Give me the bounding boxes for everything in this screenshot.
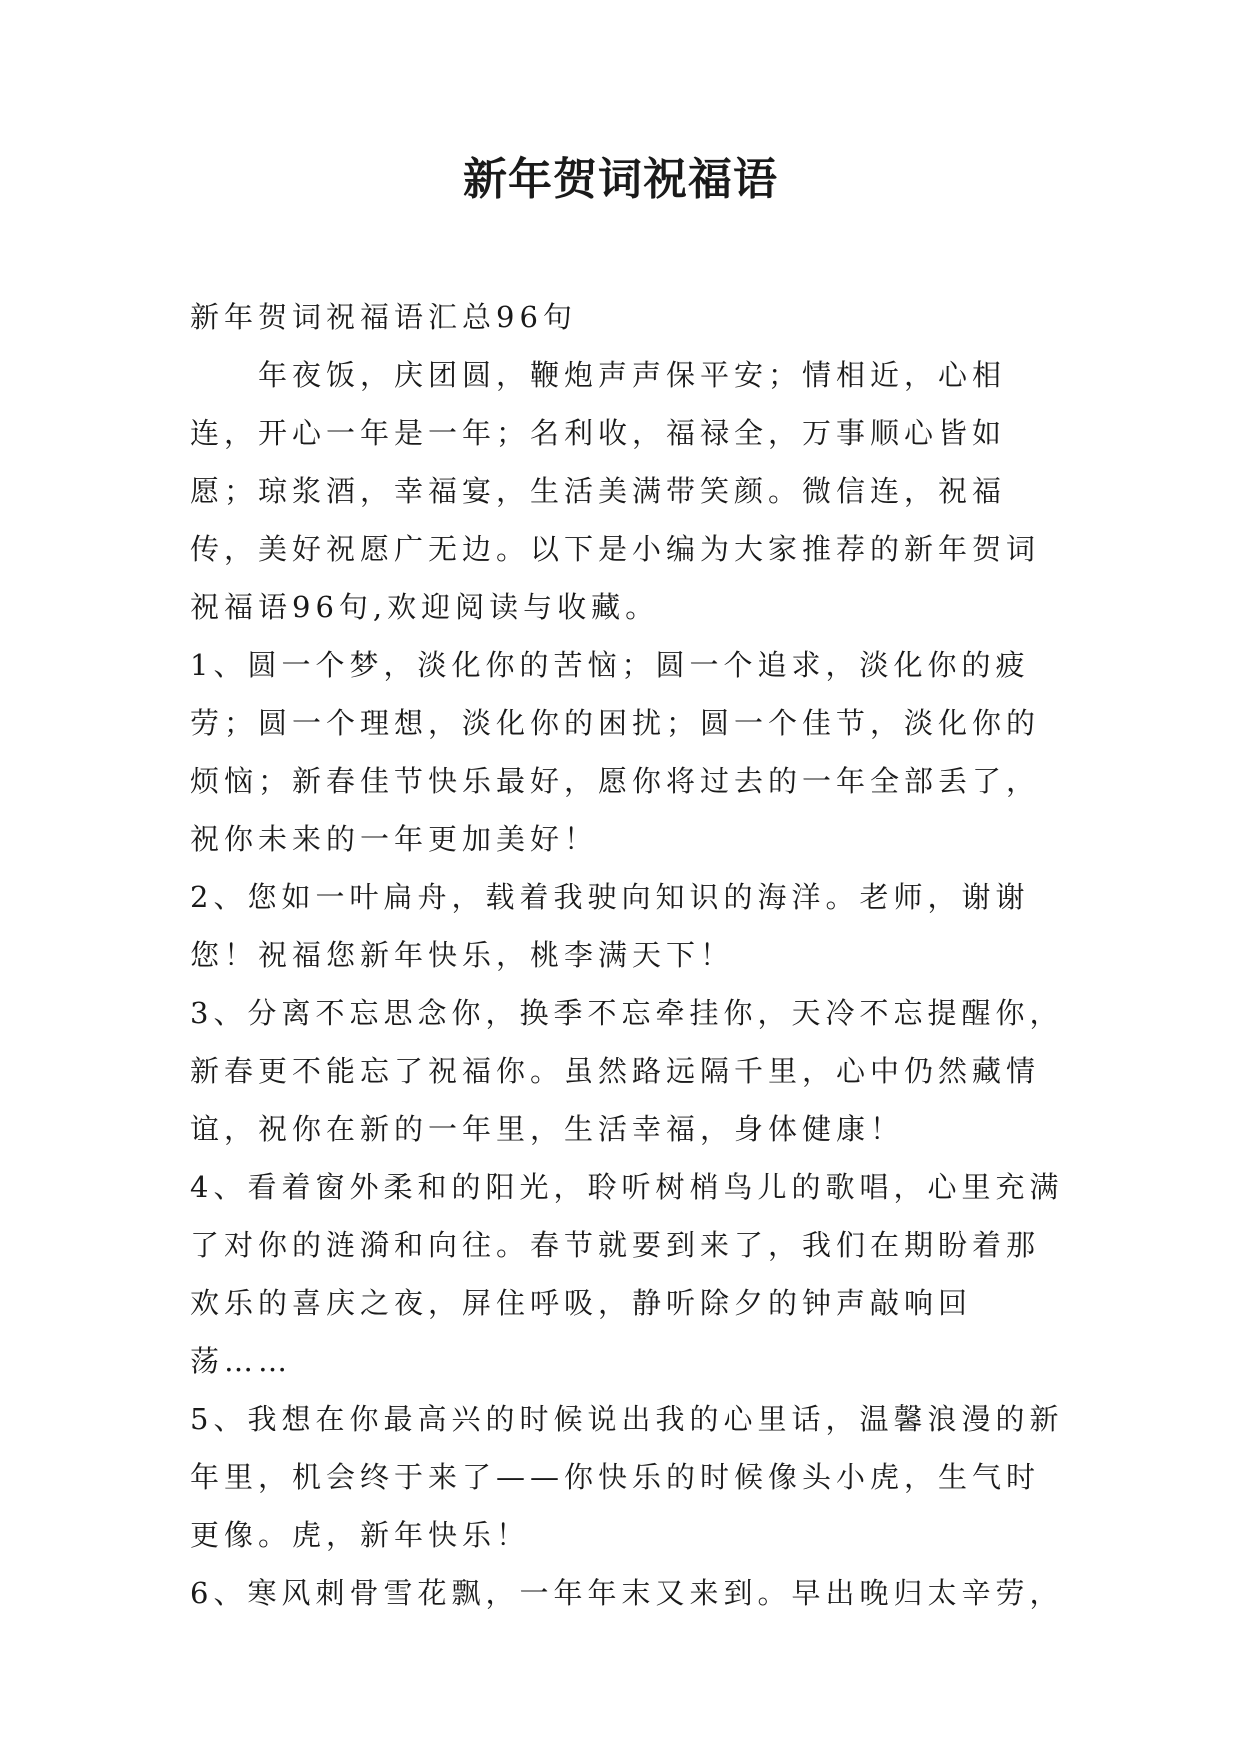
document-title: 新年贺词祝福语	[463, 154, 778, 205]
list-item: 1、圆一个梦，淡化你的苦恼；圆一个追求，淡化你的疲劳；圆一个理想，淡化你的困扰；圆一个佳节，淡化你的烦恼；新春佳节快乐最好，愿你将过去的一年全部丢了，祝你未来的一年更加美好！	[190, 648, 1041, 856]
list-item: 6、寒风刺骨雪花飘，一年年末又来到。早出晚归太辛劳，	[190, 1576, 1064, 1610]
list-item: 3、分离不忘思念你，换季不忘牵挂你，天冷不忘提醒你，新春更不能忘了祝福你。虽然路远隔千里，心中仍然藏情谊，祝你在新的一年里，生活幸福，身体健康！	[190, 996, 1064, 1146]
list-item: 2、您如一叶扁舟，载着我驶向知识的海洋。老师，谢谢您！祝福您新年快乐，桃李满天下！	[190, 880, 1030, 972]
document-body	[190, 288, 1070, 1622]
document-subtitle: 新年贺词祝福语汇总96句	[190, 300, 577, 334]
list-item: 4、看着窗外柔和的阳光，聆听树梢鸟儿的歌唱，心里充满了对你的涟漪和向往。春节就要到来了，我们在期盼着那欢乐的喜庆之夜，屏住呼吸，静听除夕的钟声敲响回荡……	[190, 1170, 1064, 1378]
intro-paragraph: 年夜饭，庆团圆，鞭炮声声保平安；情相近，心相连，开心一年是一年；名利收，福禄全，万事顺心皆如愿；琼浆酒，幸福宴，生活美满带笑颜。微信连，祝福传，美好祝愿广无边。以下是小编为大家推荐的新年贺词祝福语96句,欢迎阅读与收藏。	[190, 358, 1041, 624]
list-item: 5、我想在你最高兴的时候说出我的心里话，温馨浪漫的新年里，机会终于来了——你快乐的时候像头小虎，生气时更像。虎，新年快乐！	[190, 1402, 1064, 1552]
